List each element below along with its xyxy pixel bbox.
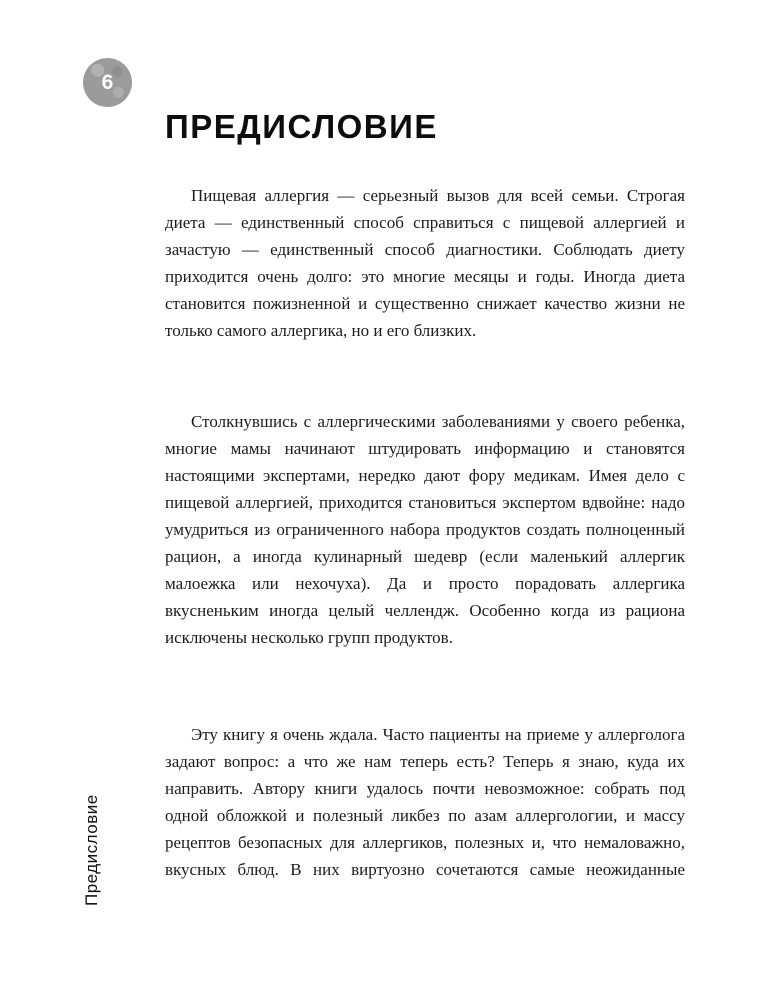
page-number: 6 bbox=[101, 70, 114, 94]
page-title: ПРЕДИСЛОВИЕ bbox=[165, 108, 438, 145]
paragraph: Эту книгу я очень ждала. Часто пациенты на приеме у аллерголога задают вопрос: а что же нам теперь есть? Теперь я знаю, куда их направить. Автору книги удалось почти невозможное: собрать под одной обложкой и полезный ликбез по азам аллергологии, и массу рецептов безопасных для аллергиков, полезных и, что немаловажно, вкусных блюд. В них виртуозно сочетаются самые неожиданные bbox=[165, 725, 685, 879]
text-column bbox=[165, 182, 685, 883]
chapter-sidebar-label: Предисловие bbox=[82, 794, 101, 906]
paragraph: Пищевая аллергия — серьезный вызов для всей семьи. Строгая диета — единственный способ справиться с пищевой аллергией и зачастую — единственный способ диагностики. Соблюдать диету приходится очень долго: это многие месяцы и годы. Иногда диета становится пожизненной и существенно снижает качество жизни не только самого аллергика, но и его близких. bbox=[165, 186, 685, 340]
page-number-badge bbox=[83, 58, 132, 107]
paragraph: Столкнувшись с аллергическими заболеваниями у своего ребенка, многие мамы начинают штудировать информацию и становятся настоящими экспертами, нередко дают фору медикам. Имея дело с пищевой аллергией, приходится становиться экспертом вдвойне: надо умудриться из ограниченного набора продуктов создать полноценный рацион, а иногда кулинарный шедевр (если маленький аллергик малоежка или нехочуха). Да и просто порадовать аллергика вкусненьким иногда целый челлендж. Особенно когда из рациона исключены несколько групп продуктов. bbox=[165, 412, 685, 647]
